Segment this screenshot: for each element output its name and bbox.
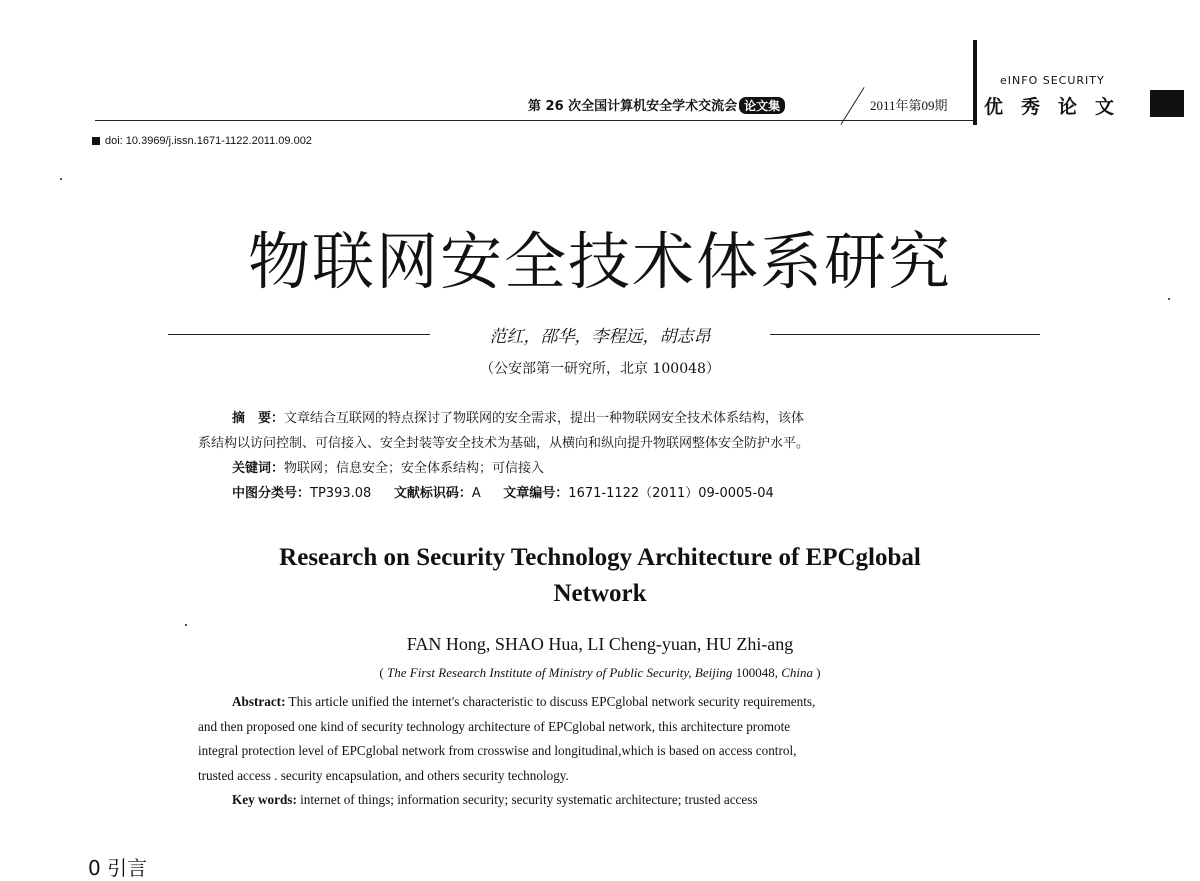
paper-title-en [0,540,1200,612]
conference-tag: 论文集 [739,97,785,114]
issue-label: 2011年第09期 [870,98,948,113]
section-heading: 0 引言 [88,856,148,880]
keywords-cn-text: 物联网；信息安全；安全体系结构；可信接入 [284,461,545,476]
doi-text: doi: 10.3969/j.issn.1671-1122.2011.09.002 [105,135,312,147]
keywords-en-label: Key words: [232,792,297,807]
paper-title-cn: 物联网安全技术体系研究 [247,225,952,298]
doc-code-value: A [471,486,481,501]
doi-line [92,135,312,147]
affiliation-en-open: ( [379,665,388,680]
authors-cn: 范红，邵华，李程远，胡志昂 [489,327,711,347]
abstract-cn-label: 摘 要： [232,411,285,426]
affiliation-cn: （公安部第一研究所，北京 100048） [480,361,720,377]
affiliation-en-close: ) [812,665,821,680]
abstract-en-line-2: and then proposed one kind of security technology architecture of EPCglobal network, this architecture promote [198,718,791,734]
article-no-label: 文章编号： [503,486,569,501]
doc-code-label: 文献标识码： [393,486,472,501]
abstract-en-line-1 [198,690,1013,715]
paper-title-en-line-2: Network [553,580,647,607]
abstract-cn-line-1 [198,406,1013,431]
section-label: 优秀论文 [984,96,1133,118]
abstract-cn [198,406,1013,506]
classification-line [198,481,1013,506]
abstract-cn-text-1: 文章结合互联网的特点探讨了物联网的安全需求，提出一种物联网安全技术体系结构，该体 [284,411,805,426]
scan-speck [60,178,62,180]
authors-en: FAN Hong, SHAO Hua, LI Cheng-yuan, HU Zhi-ang [406,634,794,654]
journal-brand: eINFO SECURITY [1000,74,1105,87]
header-black-block [1150,90,1184,117]
keywords-en-text: internet of things; information security; security systematic architecture; trusted access [296,792,758,807]
abstract-en-line-4: trusted access . security encapsulation, and others security technology. [198,767,569,783]
conference-name [528,95,785,114]
paper-title-en-line-1: Research on Security Technology Architecture of EPCglobal [279,544,921,571]
abstract-cn-line-2: 系结构以访问控制、可信接入、安全封装等安全技术为基础，从横向和纵向提升物联网整体安全防护水平。 [198,436,810,451]
header-vertical-bar [973,40,977,125]
article-no-value: 1671-1122（2011）09-0005-04 [568,486,774,501]
affiliation-en-country: China [781,665,813,680]
abstract-en-line-3: integral protection level of EPCglobal network from crosswise and longitudinal,which is based on access control, [198,743,797,758]
author-rule-left [168,334,430,335]
abstract-en-text-1: This article unified the internet's characteristic to discuss EPCglobal network security requirements, [285,694,816,709]
square-bullet-icon [92,137,100,145]
author-rule-right [770,334,1040,335]
conference-prefix: 第 26 次全国计算机安全学术交流会 [528,99,738,114]
clc-value: TP393.08 [310,486,372,501]
abstract-en [198,690,1013,813]
clc-label: 中图分类号： [232,486,311,501]
affiliation-en [0,665,1200,681]
authors-row-cn [168,322,1040,346]
affiliation-en-institute: The First Research Institute of Ministry of Public Security, Beijing [387,665,733,680]
keywords-cn [198,456,1013,481]
keywords-en [198,788,1013,813]
affiliation-en-postcode: 100048, [732,665,782,680]
keywords-cn-label: 关键词： [232,461,285,476]
abstract-en-label: Abstract: [232,694,286,709]
scan-speck [185,624,187,626]
